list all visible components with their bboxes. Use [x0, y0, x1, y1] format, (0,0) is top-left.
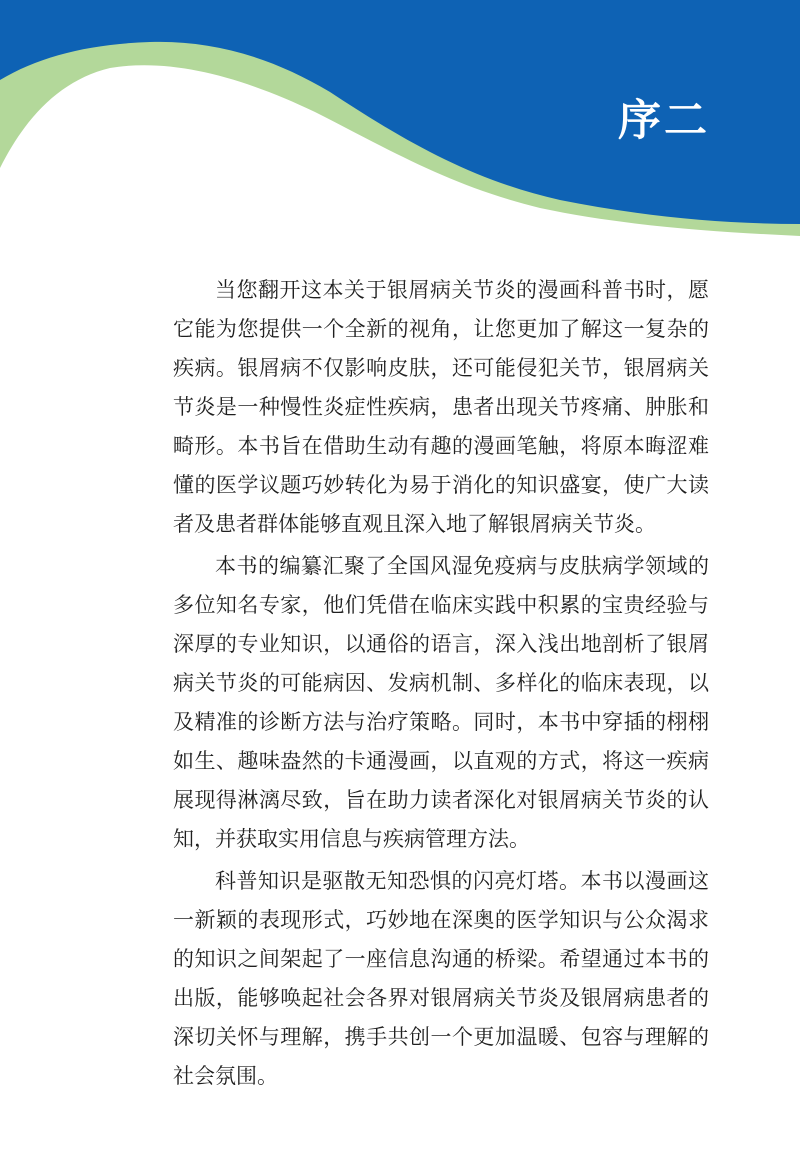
page-title: 序二: [618, 96, 710, 146]
paragraph-1: 当您翻开这本关于银屑病关节炎的漫画科普书时，愿它能为您提供一个全新的视角，让您更加了解这一复杂的疾病。银屑病不仅影响皮肤，还可能侵犯关节，银屑病关节炎是一种慢性炎症性疾病，患者出现关节疼痛、肿胀和畸形。本书旨在借助生动有趣的漫画笔触，将原本晦涩难懂的医学议题巧妙转化为易于消化的知识盛宴，使广大读者及患者群体能够直观且深入地了解银屑病关节炎。: [173, 278, 709, 536]
paragraph-2: 本书的编纂汇聚了全国风湿免疫病与皮肤病学领域的多位知名专家，他们凭借在临床实践中积累的宝贵经验与深厚的专业知识，以通俗的语言，深入浅出地剖析了银屑病关节炎的可能病因、发病机制、多样化的临床表现，以及精准的诊断方法与治疗策略。同时，本书中穿插的栩栩如生、趣味盎然的卡通漫画，以直观的方式，将这一疾病展现得淋漓尽致，旨在助力读者深化对银屑病关节炎的认知，并获取实用信息与疾病管理方法。: [173, 554, 709, 851]
paragraph-3: 科普知识是驱散无知恐惧的闪亮灯塔。本书以漫画这一新颖的表现形式，巧妙地在深奥的医学知识与公众渴求的知识之间架起了一座信息沟通的桥梁。希望通过本书的出版，能够唤起社会各界对银屑病关节炎及银屑病患者的深切关怀与理解，携手共创一个更加温暖、包容与理解的社会氛围。: [173, 869, 709, 1088]
preface-body: [173, 271, 709, 1099]
